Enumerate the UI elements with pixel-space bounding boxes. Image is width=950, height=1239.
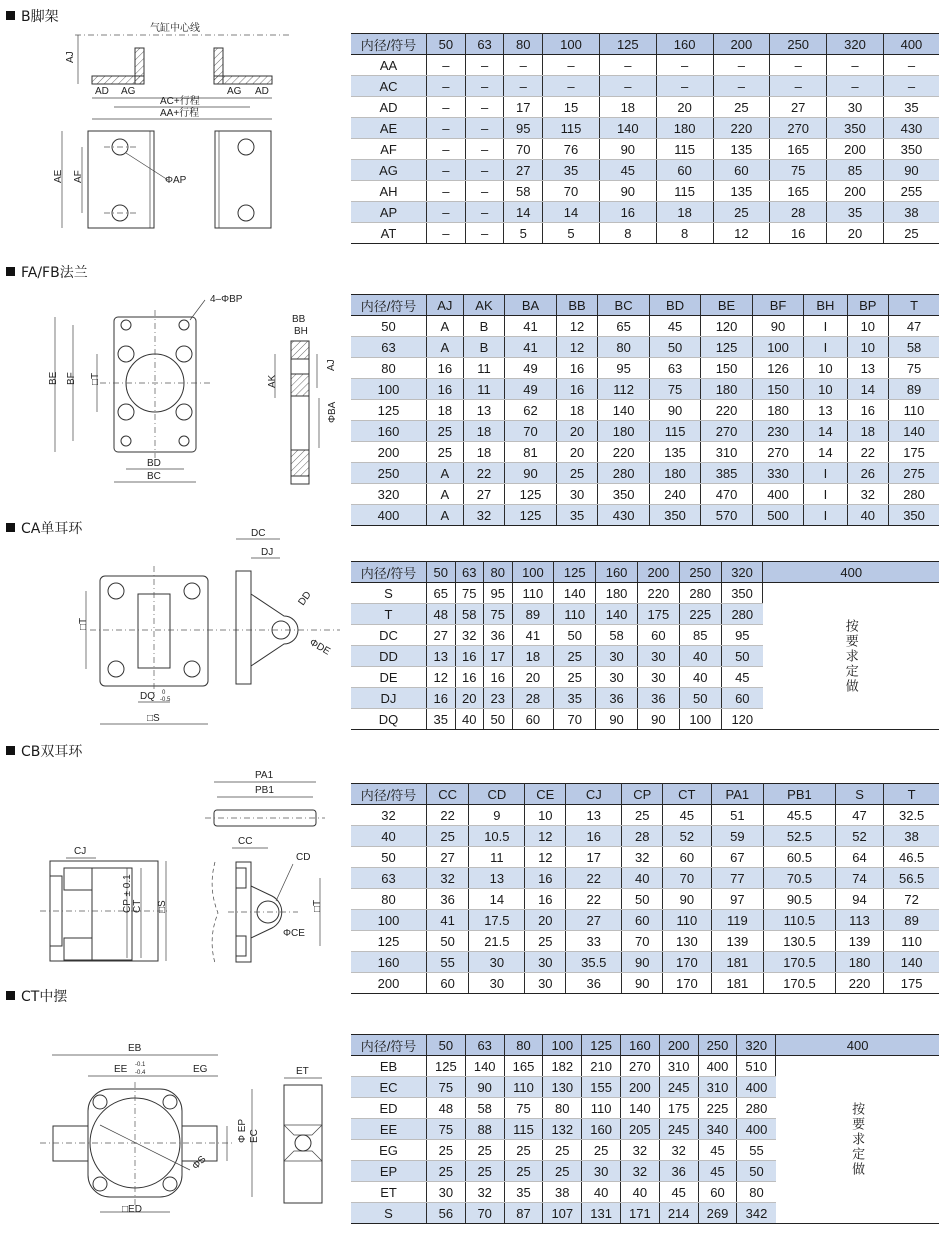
svg-text:-0.5: -0.5	[160, 697, 171, 703]
ca-table: 内径/符号 50 63 80 100 125 160 200 250 320 400 S 65 75 95 110 140 180 220 280 350 按要求定做 T 48 58 75 89 110 140 175 225 280 DC 27 32 36 41 50 58 60 85 95 DD 13 16 17 18 25 30 30 40 50 DE 12 16 16 20 25 30 30 40 45 DJ 16 20 23 28 35 36 36 50 60 DQ 35 40 50 60 70 90 90 100 120	[351, 561, 939, 730]
svg-text:EE: EE	[114, 1064, 128, 1075]
svg-text:-0.1: -0.1	[135, 1062, 146, 1068]
svg-text:□T: □T	[312, 899, 323, 912]
svg-text:4–ΦBP: 4–ΦBP	[210, 294, 243, 305]
table-row: EG 25 25 25 25 25 32 32 45 55	[351, 1140, 939, 1161]
svg-text:□ED: □ED	[122, 1204, 142, 1215]
svg-text:BB: BB	[292, 314, 306, 325]
table-row: 63 32 13 16 22 40 70 77 70.5 74 56.5	[351, 868, 939, 889]
table-row: 125 50 21.5 25 33 70 130 139 130.5 139 110	[351, 931, 939, 952]
custom-note: 按要求定做	[763, 583, 939, 730]
table-row: AA – – – – – – – – – –	[351, 55, 939, 76]
table-row: 160 25 18 70 20 180 115 270 230 14 18 140	[351, 421, 939, 442]
custom-note: 按要求定做	[776, 1056, 939, 1224]
svg-text:CC: CC	[238, 836, 253, 847]
svg-text:CT: CT	[132, 899, 143, 913]
svg-text:EG: EG	[193, 1064, 208, 1075]
ct-table: 内径/符号 50 63 80 100 125 160 200 250 320 400 EB 125 140 165 182 210 270 310 400 510 按要求定做 EC 75 90 110 130 155 200 245 310 400 ED 48 58 75 80 110 140 175 225 280 EE 75 88 115 132 160 205 245 340 400 EG 25 25 25 25 25 32 32 45 55 EP 25 25 25 25 30 32 36 45 50 ET 30 32 35 38 40 40 45 60 80 S 56 70 87 107 131 171 214 269 342	[351, 1034, 939, 1224]
svg-text:□S: □S	[147, 713, 160, 724]
table-row: S 65 75 95 110 140 180 220 280 350 按要求定做	[351, 583, 939, 604]
table-row: EP 25 25 25 25 30 32 36 45 50	[351, 1161, 939, 1182]
svg-text:AK: AK	[267, 374, 278, 388]
flange-table: 内径/符号 AJ AK BA BB BC BD BE BF BH BP T 50 A B 41 12 65 45 120 90 I 10 47 63 A B 41 12 80 50 125 100 I 10 58 80 16 11 49 16 95 63 150 126 10 13 75 100 16 11 49 16 112 75 180 150 10 14 89 125 18 13 62 18 140 90 220 180 13 16 110 160 25 18 70 20 180 115 270 230 14 18 140 200 25 18 81 20 220 135 310 270 14 22 175 250 A 22 90 25 280 180 385 330 I 26 275 320 A 27 125 30 350 240 470 400 I 32 280 400 A 32 125 35 430 350 570 500 I 40 350	[351, 294, 939, 526]
svg-text:AA+行程: AA+行程	[160, 108, 200, 119]
table-row: AH – – 58 70 90 115 135 165 200 255	[351, 181, 939, 202]
table-row: 125 18 13 62 18 140 90 220 180 13 16 110	[351, 400, 939, 421]
svg-text:AC+行程: AC+行程	[160, 96, 200, 107]
table-row: 50 A B 41 12 65 45 120 90 I 10 47	[351, 316, 939, 337]
table-row: DC 27 32 36 41 50 58 60 85 95	[351, 625, 939, 646]
svg-text:EB: EB	[128, 1043, 142, 1054]
table-row: AT – – 5 5 8 8 12 16 20 25	[351, 223, 939, 244]
svg-text:CP ± 0.1: CP ± 0.1	[122, 874, 133, 913]
table-row: T 48 58 75 89 110 140 175 225 280	[351, 604, 939, 625]
svg-text:□T: □T	[90, 372, 101, 385]
section-title-ct: CT中摆	[6, 986, 67, 1006]
svg-text:Φ EP: Φ EP	[237, 1118, 248, 1143]
svg-text:ΦBA: ΦBA	[327, 401, 338, 423]
svg-text:AG: AG	[227, 86, 242, 97]
table-row: DD 13 16 17 18 25 30 30 40 50	[351, 646, 939, 667]
svg-text:ΦDE: ΦDE	[307, 637, 332, 658]
section-title-b-foot: B脚架	[6, 6, 59, 26]
svg-text:CD: CD	[296, 852, 311, 863]
svg-text:0: 0	[162, 690, 166, 696]
svg-text:DD: DD	[296, 589, 314, 608]
table-row: 160 55 30 30 35.5 90 170 181 170.5 180 140	[351, 952, 939, 973]
table-row: EB 125 140 165 182 210 270 310 400 510 按要求定做	[351, 1056, 939, 1077]
section-title-ca: CA单耳环	[6, 518, 82, 538]
svg-text:BD: BD	[147, 458, 161, 469]
svg-text:气缸中心线: 气缸中心线	[150, 23, 200, 34]
ca-drawing	[0, 524, 345, 734]
svg-text:AE: AE	[53, 169, 64, 183]
svg-text:BF: BF	[66, 372, 77, 385]
table-row: 80 16 11 49 16 95 63 150 126 10 13 75	[351, 358, 939, 379]
svg-text:BE: BE	[48, 371, 59, 385]
svg-text:ΦCE: ΦCE	[283, 928, 305, 939]
svg-text:CJ: CJ	[74, 846, 87, 857]
svg-text:□S: □S	[157, 900, 168, 913]
svg-text:AF: AF	[73, 170, 84, 183]
svg-text:DJ: DJ	[261, 547, 274, 558]
table-row: ED 48 58 75 80 110 140 175 225 280	[351, 1098, 939, 1119]
svg-text:EC: EC	[249, 1129, 260, 1143]
svg-text:BC: BC	[147, 471, 161, 482]
svg-text:□T: □T	[78, 617, 89, 630]
svg-text:BH: BH	[294, 326, 308, 337]
svg-text:AJ: AJ	[65, 51, 76, 63]
table-row: EC 75 90 110 130 155 200 245 310 400	[351, 1077, 939, 1098]
svg-text:AD: AD	[255, 86, 269, 97]
table-row: 63 A B 41 12 80 50 125 100 I 10 58	[351, 337, 939, 358]
svg-text:DQ: DQ	[140, 691, 155, 702]
table-row: 250 A 22 90 25 280 180 385 330 I 26 275	[351, 463, 939, 484]
table-row: 100 16 11 49 16 112 75 180 150 10 14 89	[351, 379, 939, 400]
table-row: AD – – 17 15 18 20 25 27 30 35	[351, 97, 939, 118]
svg-text:ΦS: ΦS	[190, 1153, 209, 1173]
svg-text:AD: AD	[95, 86, 109, 97]
table-row: 50 27 11 12 17 32 60 67 60.5 64 46.5	[351, 847, 939, 868]
table-row: 100 41 17.5 20 27 60 110 119 110.5 113 89	[351, 910, 939, 931]
cb-drawing	[0, 758, 345, 973]
b-foot-table: 内径/符号 50 63 80 100 125 160 200 250 320 400 AA – – – – – – – – – – AC – – – – – – – – – – AD – – 17 15 18 20 25 27 30 35 AE – – 95 115 140 180 220 270 350 430 AF – – 70 76 90 115 135 165 200 350 AG – – 27 35 45 60 60 75 85 90 AH – – 58 70 90 115 135 165 200 255 AP – – 14 14 16 18 25 28 35 38 AT – – 5 5 8 8 12 16 20 25	[351, 33, 939, 244]
table-row: 320 A 27 125 30 350 240 470 400 I 32 280	[351, 484, 939, 505]
table-row: 200 60 30 30 36 90 170 181 170.5 220 175	[351, 973, 939, 994]
table-row: 80 36 14 16 22 50 90 97 90.5 94 72	[351, 889, 939, 910]
table-row: DQ 35 40 50 60 70 90 90 100 120	[351, 709, 939, 730]
table-row: AE – – 95 115 140 180 220 270 350 430	[351, 118, 939, 139]
svg-text:DC: DC	[251, 528, 266, 539]
svg-text:AG: AG	[121, 86, 136, 97]
svg-text:-0.4: -0.4	[135, 1070, 146, 1076]
table-row: AP – – 14 14 16 18 25 28 35 38	[351, 202, 939, 223]
section-title-cb: CB双耳环	[6, 741, 82, 761]
b-foot-drawing	[0, 18, 340, 233]
svg-text:ET: ET	[296, 1066, 309, 1077]
section-title-flange: FA/FB法兰	[6, 262, 88, 282]
table-row: EE 75 88 115 132 160 205 245 340 400	[351, 1119, 939, 1140]
table-row: DE 12 16 16 20 25 30 30 40 45	[351, 667, 939, 688]
table-row: DJ 16 20 23 28 35 36 36 50 60	[351, 688, 939, 709]
flange-drawing	[0, 288, 345, 488]
table-row: 200 25 18 81 20 220 135 310 270 14 22 175	[351, 442, 939, 463]
table-row: 40 25 10.5 12 16 28 52 59 52.5 52 38	[351, 826, 939, 847]
ct-drawing	[0, 1030, 345, 1230]
svg-text:ΦAP: ΦAP	[165, 175, 187, 186]
table-row: AC – – – – – – – – – –	[351, 76, 939, 97]
svg-text:AJ: AJ	[326, 359, 337, 371]
svg-text:PA1: PA1	[255, 770, 274, 781]
cb-table: 内径/符号 CC CD CE CJ CP CT PA1 PB1 S T 32 22 9 10 13 25 45 51 45.5 47 32.5 40 25 10.5 12 16 28 52 59 52.5 52 38 50 27 11 12 17 32 60 67 60.5 64 46.5 63 32 13 16 22 40 70 77 70.5 74 56.5 80 36 14 16 22 50 90 97 90.5 94 72 100 41 17.5 20 27 60 110 119 110.5 113 89 125 50 21.5 25 33 70 130 139 130.5 139 110 160 55 30 30 35.5 90 170 181 170.5 180 140 200 60 30 30 36 90 170 181 170.5 220 175	[351, 783, 939, 994]
table-row: S 56 70 87 107 131 171 214 269 342	[351, 1203, 939, 1224]
table-row: 32 22 9 10 13 25 45 51 45.5 47 32.5	[351, 805, 939, 826]
table-row: AG – – 27 35 45 60 60 75 85 90	[351, 160, 939, 181]
table-row: ET 30 32 35 38 40 40 45 60 80	[351, 1182, 939, 1203]
table-row: 400 A 32 125 35 430 350 570 500 I 40 350	[351, 505, 939, 526]
svg-text:PB1: PB1	[255, 785, 274, 796]
table-row: AF – – 70 76 90 115 135 165 200 350	[351, 139, 939, 160]
